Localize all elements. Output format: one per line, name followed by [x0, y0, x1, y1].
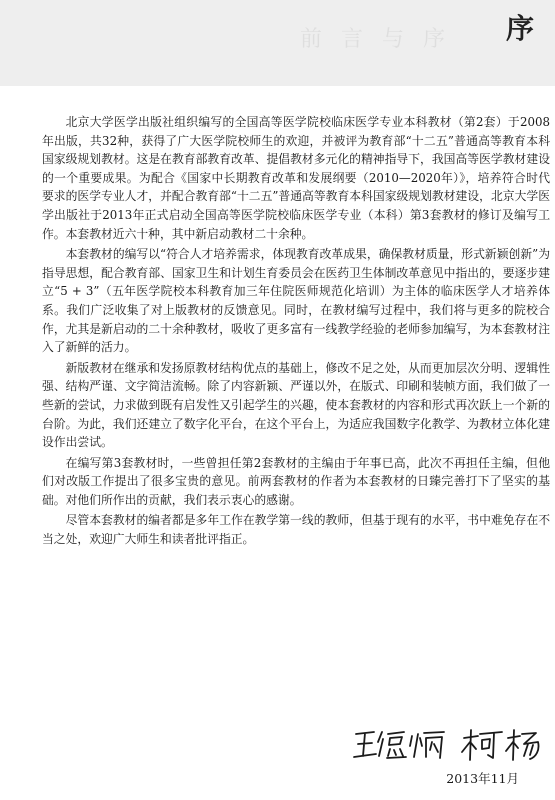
- page-title: 序: [506, 12, 535, 45]
- paragraph-2: 本套教材的编写以“符合人才培养需求，体现教育改革成果，确保教材质量，形式新颖创新”为指导思想，配合教育部、国家卫生和计划生育委员会在医药卫生体制改革意见中指出的，要逐步建立“5 + 3”（五年医学院校本科教育加三年住院医师规范化培训）为主体的临床医学人才培养体系。我们广泛收集了对上版教材的反馈意见。同时，在教材编写过程中，我们将与更多的院校合作，尤其是新启动的二十余种教材，吸收了更多富有一线教学经验的老师参加编写，为本套教材注入了新鲜的活力。: [42, 247, 550, 355]
- handwritten-signature: [352, 724, 542, 764]
- header-band: [0, 0, 555, 86]
- paragraph-4: 在编写第3套教材时，一些曾担任第2套教材的主编由于年事已高，此次不再担任主编，但他们对改版工作提出了很多宝贵的意见。前两套教材的作者为本套教材的日臻完善打下了坚实的基础。对他们所作出的贡献，我们表示衷心的感谢。: [42, 455, 550, 507]
- date-line: 2013年11月: [446, 771, 519, 786]
- paragraph-1: 北京大学医学出版社组织编写的全国高等医学院校临床医学专业本科教材（第2套）于2008年出版，共32种，获得了广大医学院校师生的欢迎，并被评为教育部“十二五”普通高等教育本科国家级规划教材。这是在教育部教育改革、提倡教材多元化的精神指导下，我国高等医学教材建设的一个重要成果。为配合《国家中长期教育改革和发展纲要（2010—2020年）》，培养符合时代要求的医学专业人才，并配合教育部“十二五”普通高等教育本科国家级规划教材建设，北京大学医学出版社于2013年正式启动全国高等医学院校临床医学专业（本科）第3套教材的修订及编写工作。本套教材近六十种，其中新启动教材二十余种。: [42, 115, 550, 241]
- paragraph-3: 新版教材在继承和发扬原教材结构优点的基础上，修改不足之处，从而更加层次分明、逻辑性强、结构严谨、文字简洁流畅。除了内容新颖、严谨以外，在版式、印刷和装帧方面，我们做了一些新的尝试，力求做到既有启发性又引起学生的兴趣，使本套教材的内容和形式再次跃上一个新的台阶。为此，我们还建立了数字化平台，在这个平台上，为适应我国数字化教学、为教材立体化建设作出尝试。: [42, 360, 550, 450]
- preface-body: [42, 113, 550, 551]
- header-watermark: 前 言 与 序: [300, 27, 451, 52]
- paragraph-5: 尽管本套教材的编者都是多年工作在教学第一线的教师，但基于现有的水平，书中难免存在不当之处，欢迎广大师生和读者批评指正。: [42, 513, 550, 547]
